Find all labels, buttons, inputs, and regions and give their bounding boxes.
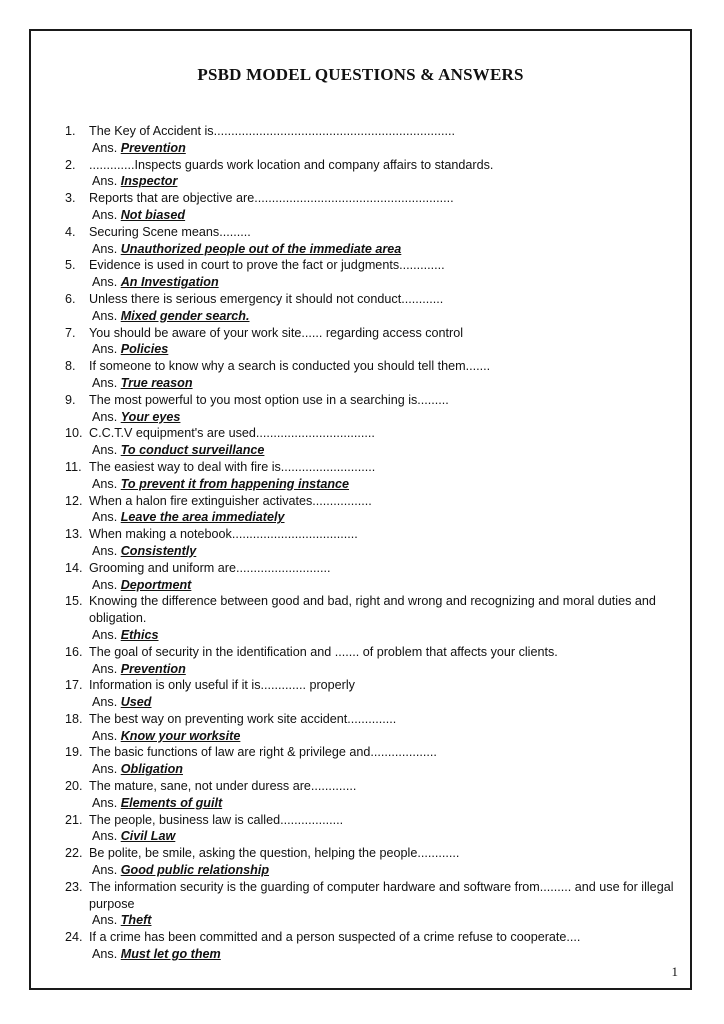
answer-line [89, 543, 676, 560]
answer-line [89, 274, 676, 291]
answer-prefix: Ans. [92, 241, 118, 256]
qa-item [65, 778, 676, 812]
answer-prefix: Ans. [92, 174, 118, 189]
answer-prefix: Ans. [92, 661, 118, 676]
question-text: The best way on preventing work site accident.............. [89, 711, 397, 726]
question-number: 14. [65, 560, 83, 575]
answer-text: True reason [120, 375, 193, 390]
answer-prefix: Ans. [92, 543, 118, 558]
answer-line [89, 509, 676, 526]
document-page [29, 29, 692, 990]
answer-line [89, 173, 676, 190]
question-number: 10. [65, 426, 83, 441]
question-number: 19. [65, 745, 83, 760]
qa-item [65, 257, 676, 291]
question-text: C.C.T.V equipment's are used.................................. [89, 426, 375, 441]
qa-item [65, 157, 676, 191]
answer-line [89, 308, 676, 325]
answer-prefix: Ans. [92, 476, 118, 491]
qa-item [65, 291, 676, 325]
question-text: If a crime has been committed and a person suspected of a crime refuse to cooperate.... [89, 930, 581, 945]
question-text: .............Inspects guards work location and company affairs to standards. [89, 157, 494, 172]
qa-item [65, 711, 676, 745]
answer-prefix: Ans. [92, 627, 118, 642]
qa-item [65, 593, 676, 643]
answer-text: Policies [120, 342, 169, 357]
answer-prefix: Ans. [92, 947, 118, 962]
question-text: The easiest way to deal with fire is........................... [89, 459, 376, 474]
answer-text: Prevention [120, 140, 186, 155]
answer-text: Not biased [120, 207, 186, 222]
answer-text: Prevention [120, 661, 186, 676]
qa-item [65, 744, 676, 778]
question-number: 2. [65, 157, 76, 172]
answer-text: Used [120, 695, 152, 710]
qa-item [65, 812, 676, 846]
question-text: Securing Scene means......... [89, 224, 251, 239]
answer-text: To conduct surveillance [120, 443, 265, 458]
answer-line [89, 627, 676, 644]
answer-line [89, 946, 676, 963]
answer-text: Leave the area immediately [120, 510, 285, 525]
answer-prefix: Ans. [92, 207, 118, 222]
question-number: 5. [65, 258, 76, 273]
qa-item [65, 560, 676, 594]
answer-line [89, 728, 676, 745]
question-number: 13. [65, 527, 83, 542]
question-number: 12. [65, 493, 83, 508]
answer-line [89, 577, 676, 594]
qa-item [65, 644, 676, 678]
qa-item [65, 929, 676, 963]
question-number: 16. [65, 644, 83, 659]
answer-prefix: Ans. [92, 342, 118, 357]
question-text: Evidence is used in court to prove the fact or judgments............. [89, 258, 445, 273]
question-number: 15. [65, 594, 83, 609]
answer-line [89, 862, 676, 879]
question-text: When making a notebook.................................... [89, 527, 358, 542]
qa-item [65, 224, 676, 258]
question-number: 22. [65, 846, 83, 861]
answer-text: Your eyes [120, 409, 181, 424]
question-number: 20. [65, 779, 83, 794]
question-number: 6. [65, 291, 76, 306]
question-number: 21. [65, 812, 83, 827]
answer-prefix: Ans. [92, 275, 118, 290]
answer-prefix: Ans. [92, 510, 118, 525]
question-number: 11. [65, 459, 82, 474]
answer-line [89, 694, 676, 711]
answer-text: Unauthorized people out of the immediate area [120, 241, 402, 256]
question-text: You should be aware of your work site...... regarding access control [89, 325, 464, 340]
answer-prefix: Ans. [92, 409, 118, 424]
question-text: The basic functions of law are right & privilege and................... [89, 745, 437, 760]
question-number: 8. [65, 359, 76, 374]
answer-line [89, 207, 676, 224]
question-text: Information is only useful if it is............. properly [89, 678, 355, 693]
answer-text: Obligation [120, 762, 183, 777]
answer-line [89, 375, 676, 392]
answer-text: Ethics [120, 627, 159, 642]
answer-text: Mixed gender search. [120, 308, 250, 323]
answer-text: Good public relationship [120, 863, 270, 878]
answer-text: Know your worksite [120, 728, 241, 743]
question-text: The information security is the guarding of computer hardware and software from......... and use for illegal purpose [89, 879, 674, 911]
answer-text: Must let go them [120, 947, 221, 962]
answer-prefix: Ans. [92, 829, 118, 844]
answer-prefix: Ans. [92, 762, 118, 777]
answer-line [89, 442, 676, 459]
answer-line [89, 912, 676, 929]
answer-text: Inspector [120, 174, 178, 189]
answer-line [89, 661, 676, 678]
question-number: 3. [65, 191, 76, 206]
qa-item [65, 392, 676, 426]
answer-prefix: Ans. [92, 728, 118, 743]
answer-text: Elements of guilt [120, 795, 223, 810]
question-number: 7. [65, 325, 76, 340]
answer-line [89, 795, 676, 812]
answer-prefix: Ans. [92, 140, 118, 155]
question-number: 23. [65, 879, 83, 894]
answer-text: Consistently [120, 543, 197, 558]
qa-item [65, 526, 676, 560]
page-number: 1 [671, 964, 678, 979]
qa-item [65, 845, 676, 879]
qa-item [65, 358, 676, 392]
answer-prefix: Ans. [92, 863, 118, 878]
answer-prefix: Ans. [92, 577, 118, 592]
answer-line [89, 140, 676, 157]
qa-item [65, 879, 676, 929]
answer-text: To prevent it from happening instance [120, 476, 350, 491]
question-text: The people, business law is called.................. [89, 812, 344, 827]
question-text: Unless there is serious emergency it should not conduct............ [89, 291, 444, 306]
answer-prefix: Ans. [92, 695, 118, 710]
answer-prefix: Ans. [92, 795, 118, 810]
question-number: 17. [65, 678, 83, 693]
answer-text: Theft [120, 913, 152, 928]
answer-line [89, 761, 676, 778]
answer-line [89, 828, 676, 845]
answer-line [89, 341, 676, 358]
answer-line [89, 476, 676, 493]
qa-item [65, 493, 676, 527]
question-text: Grooming and uniform are........................... [89, 560, 331, 575]
answer-prefix: Ans. [92, 443, 118, 458]
qa-item [65, 190, 676, 224]
question-text: Knowing the difference between good and bad, right and wrong and recognizing and moral duties and obligation. [89, 594, 656, 626]
question-number: 24. [65, 930, 83, 945]
qa-item [65, 677, 676, 711]
question-number: 1. [65, 124, 76, 138]
answer-prefix: Ans. [92, 308, 118, 323]
answer-prefix: Ans. [92, 913, 118, 928]
page-title: PSBD MODEL QUESTIONS & ANSWERS [197, 65, 524, 84]
answer-prefix: Ans. [92, 375, 118, 390]
question-text: If someone to know why a search is conducted you should tell them....... [89, 359, 491, 374]
answer-text: An Investigation [120, 275, 219, 290]
question-text: When a halon fire extinguisher activates................. [89, 493, 372, 508]
question-number: 4. [65, 224, 76, 239]
qa-item [65, 425, 676, 459]
question-text: The Key of Accident is..................................................................... [89, 124, 456, 138]
answer-text: Civil Law [120, 829, 176, 844]
question-text: The most powerful to you most option use in a searching is......... [89, 392, 449, 407]
answer-line [89, 409, 676, 426]
question-number: 9. [65, 392, 76, 407]
qa-item [65, 123, 676, 157]
question-text: Reports that are objective are......................................................... [89, 191, 454, 206]
qa-item [65, 325, 676, 359]
answer-text: Deportment [120, 577, 192, 592]
qa-item [65, 459, 676, 493]
question-number: 18. [65, 711, 83, 726]
question-text: Be polite, be smile, asking the question, helping the people............ [89, 846, 460, 861]
question-text: The mature, sane, not under duress are............. [89, 779, 357, 794]
qa-list [65, 123, 676, 963]
question-text: The goal of security in the identification and ....... of problem that affects your clients. [89, 644, 558, 659]
answer-line [89, 241, 676, 258]
